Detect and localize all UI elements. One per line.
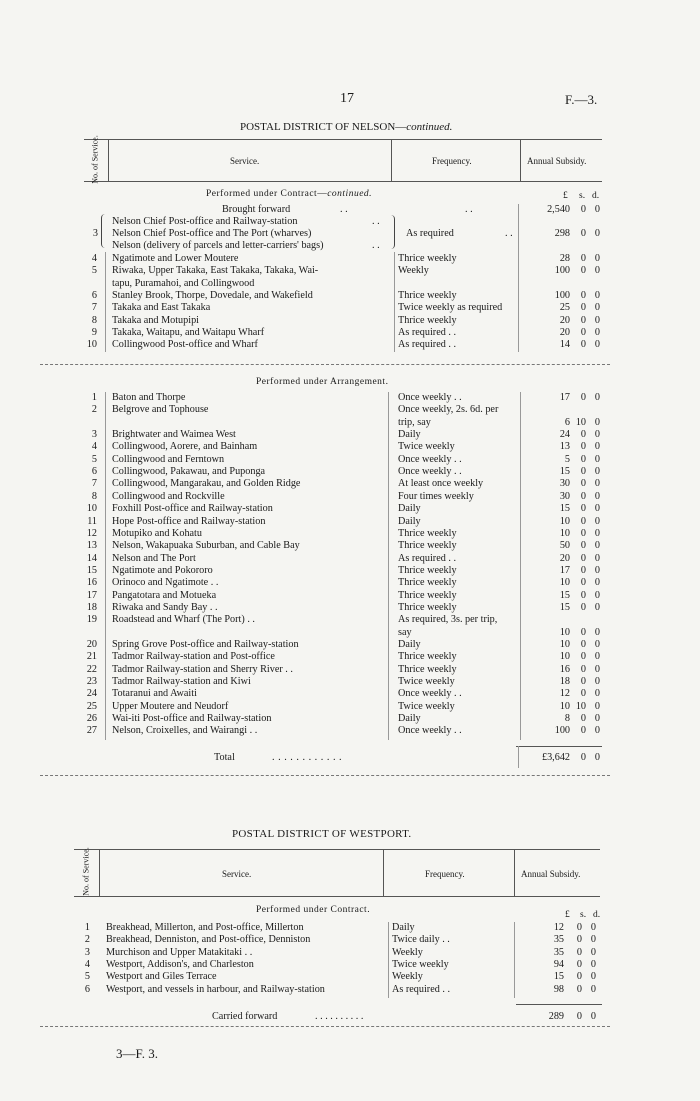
row-pounds: 10 (559, 577, 570, 589)
row-pence: 0 (590, 958, 596, 970)
row-shillings: 0 (580, 725, 586, 737)
row-frequency: Once weekly . . (398, 466, 462, 478)
westport-currency-pound: £ (565, 910, 570, 920)
row-service: Takaka and Motupipi (112, 314, 199, 326)
row-frequency: Daily (398, 503, 421, 515)
row-shillings: 0 (580, 326, 586, 338)
table-row (0, 947, 700, 959)
row-pounds: 15 (559, 466, 570, 478)
row-frequency: As required . . (398, 552, 456, 564)
row-number: 6 (91, 289, 97, 301)
row-shillings: 0 (580, 540, 586, 552)
row-pounds: 14 (559, 339, 570, 351)
brought-forward-label: Brought forward (222, 204, 291, 215)
row-frequency: Daily (392, 922, 415, 933)
row-pence: 0 (594, 314, 600, 326)
row-frequency: Thrice weekly (398, 253, 457, 264)
row-pounds: 35 (553, 946, 564, 958)
row-pounds: 30 (559, 490, 570, 502)
row-pence: 0 (594, 725, 600, 737)
row-service: Breakhead, Denniston, and Post-office, Denniston (106, 934, 311, 946)
total-pounds: £3,642 (541, 752, 570, 763)
total-pence: 0 (594, 752, 600, 763)
westport-header-subsidy: Annual Subsidy. (521, 869, 581, 879)
row-shillings: 0 (580, 478, 586, 490)
row-number: 5 (91, 453, 97, 465)
row-pence: 0 (594, 503, 600, 515)
row-pence: 0 (590, 971, 596, 983)
row-service: tapu, Puramahoi, and Collingwood (112, 277, 255, 289)
table-row (0, 959, 700, 971)
row-service: Murchison and Upper Matakitaki . . (106, 946, 253, 958)
row-number: 16 (86, 577, 97, 589)
westport-header-no: No. of Service. (81, 847, 91, 896)
row-pence: 0 (590, 946, 596, 958)
row-number: 4 (91, 253, 97, 264)
row-frequency: Daily (398, 713, 421, 725)
row-pounds: 50 (559, 540, 570, 552)
total-shillings: 0 (580, 752, 586, 763)
row-number: 1 (91, 392, 97, 403)
row-service: Motupiko and Kohatu (112, 527, 202, 539)
row-frequency: Twice weekly (398, 441, 455, 453)
row-pounds: 10 (559, 515, 570, 527)
row-shillings: 0 (580, 253, 586, 264)
contract-heading-text: Performed under Contract— (206, 189, 328, 199)
row-pounds: 8 (564, 713, 570, 725)
row-service: Spring Grove Post-office and Railway-station (112, 639, 299, 650)
row-pence: 0 (594, 676, 600, 688)
row-pounds: 10 (559, 626, 570, 638)
row-pence: 0 (594, 515, 600, 527)
row-frequency: Once weekly, 2s. 6d. per (398, 404, 499, 416)
row-frequency: Thrice weekly (398, 589, 457, 601)
row-shillings: 0 (580, 552, 586, 564)
row-pounds: 94 (553, 958, 564, 970)
row-shillings: 0 (580, 564, 586, 576)
row-pounds: 15 (559, 601, 570, 613)
row-number: 10 (86, 503, 97, 515)
row-frequency: Weekly (392, 946, 423, 958)
row-frequency: As required . . (392, 983, 450, 995)
row-number: 8 (91, 314, 97, 326)
group3-number: 3 (92, 228, 98, 239)
row-number: 27 (86, 725, 97, 737)
row-frequency: Four times weekly (398, 490, 474, 502)
row-pence: 0 (594, 326, 600, 338)
row-frequency: trip, say (398, 416, 431, 428)
row-number: 4 (91, 441, 97, 453)
row-shillings: 0 (580, 429, 586, 441)
group3-line-3: Nelson (delivery of parcels and letter-carriers' bags) (112, 240, 324, 251)
row-frequency: As required, 3s. per trip, (398, 614, 498, 626)
row-pence: 0 (594, 663, 600, 675)
header-service: Service. (230, 156, 260, 166)
row-pounds: 20 (559, 314, 570, 326)
row-shillings: 0 (580, 676, 586, 688)
row-service: Tadmor Railway-station and Post-office (112, 651, 275, 663)
page-footer: 3—F. 3. (116, 1046, 158, 1061)
table-row (0, 934, 700, 946)
row-pence: 0 (594, 527, 600, 539)
row-number: 17 (86, 589, 97, 601)
row-shillings: 0 (580, 577, 586, 589)
row-number: 21 (86, 651, 97, 663)
row-shillings: 0 (576, 934, 582, 946)
brought-forward-dots: . . (340, 204, 348, 215)
row-service: Brightwater and Waimea West (112, 429, 236, 441)
row-shillings: 0 (576, 971, 582, 983)
row-number: 11 (87, 515, 97, 527)
row-pence: 0 (594, 429, 600, 441)
brought-forward-pence: 0 (594, 204, 600, 215)
row-number: 22 (86, 663, 97, 675)
group3-dots-3: . . (372, 240, 380, 251)
row-frequency: Once weekly . . (398, 392, 462, 403)
carried-forward-row (0, 1011, 700, 1023)
arrangement-heading: Performed under Arrangement. (256, 377, 389, 387)
row-pence: 0 (594, 540, 600, 552)
row-pence: 0 (594, 441, 600, 453)
row-number: 18 (86, 601, 97, 613)
row-shillings: 0 (580, 527, 586, 539)
row-shillings: 0 (580, 589, 586, 601)
table-row (0, 971, 700, 983)
row-pence: 0 (594, 289, 600, 301)
row-service: Tadmor Railway-station and Sherry River . . (112, 663, 293, 675)
row-pence: 0 (594, 416, 600, 428)
row-service: Westport, Addison's, and Charleston (106, 958, 254, 970)
row-service: Riwaka and Sandy Bay . . (112, 601, 218, 613)
currency-shilling: s. (579, 191, 586, 201)
row-number: 6 (91, 466, 97, 478)
total-row (0, 752, 700, 764)
brought-forward-freq-dots: . . (465, 204, 473, 215)
row-frequency: Daily (398, 515, 421, 527)
row-number: 6 (84, 983, 90, 995)
row-service: Westport, and vessels in harbour, and Railway-station (106, 983, 325, 995)
carried-forward-shillings: 0 (576, 1011, 582, 1022)
row-pence: 0 (594, 700, 600, 712)
row-frequency: As required . . (398, 339, 456, 351)
row-shillings: 0 (580, 466, 586, 478)
row-shillings: 0 (580, 688, 586, 700)
row-pounds: 5 (564, 453, 570, 465)
row-shillings: 0 (580, 302, 586, 314)
row-pounds: 12 (553, 922, 564, 933)
row-frequency: Thrice weekly (398, 651, 457, 663)
row-shillings: 0 (580, 392, 586, 403)
brought-forward-shillings: 0 (580, 204, 586, 215)
row-service: Upper Moutere and Neudorf (112, 700, 229, 712)
row-number: 19 (86, 614, 97, 626)
row-pounds: 100 (554, 265, 570, 277)
row-service: Hope Post-office and Railway-station (112, 515, 266, 527)
row-service: Collingwood, Aorere, and Bainham (112, 441, 258, 453)
group3-pounds: 298 (554, 228, 570, 239)
row-number: 3 (91, 429, 97, 441)
row-shillings: 0 (580, 265, 586, 277)
row-number: 2 (91, 404, 97, 416)
row-pounds: 35 (553, 934, 564, 946)
nelson-title-main: POSTAL DISTRICT OF NELSON— (240, 121, 407, 133)
westport-currency-pence: d. (593, 910, 601, 920)
row-pounds: 13 (559, 441, 570, 453)
row-frequency: Once weekly . . (398, 688, 462, 700)
row-shillings: 0 (576, 958, 582, 970)
row-service: Stanley Brook, Thorpe, Dovedale, and Wakefield (112, 289, 313, 301)
row-number: 23 (86, 676, 97, 688)
row-frequency: Thrice weekly (398, 601, 457, 613)
row-number: 15 (86, 564, 97, 576)
group3-frequency: As required (406, 228, 454, 239)
row-service: Orinoco and Ngatimote . . (112, 577, 219, 589)
header-no-of-service: No. of Service. (90, 135, 100, 184)
carried-forward-label: Carried forward (212, 1011, 278, 1022)
row-frequency: Thrice weekly (398, 314, 457, 326)
group3-shillings: 0 (580, 228, 586, 239)
currency-pound: £ (563, 191, 568, 201)
row-frequency: Once weekly . . (398, 453, 462, 465)
row-shillings: 0 (580, 713, 586, 725)
westport-title: POSTAL DISTRICT OF WESTPORT. (232, 828, 412, 840)
row-pounds: 17 (559, 392, 570, 403)
row-number: 1 (84, 922, 90, 933)
row-number: 5 (84, 971, 90, 983)
row-number: 7 (91, 302, 97, 314)
row-service: Wai-iti Post-office and Railway-station (112, 713, 272, 725)
row-pounds: 10 (559, 651, 570, 663)
row-pence: 0 (594, 626, 600, 638)
row-pence: 0 (594, 392, 600, 403)
row-number: 26 (86, 713, 97, 725)
total-dots: . . . . . . . . . . . . (272, 752, 343, 763)
row-pounds: 20 (559, 552, 570, 564)
row-pounds: 17 (559, 564, 570, 576)
row-frequency: Twice daily . . (392, 934, 450, 946)
row-pence: 0 (594, 490, 600, 502)
header-frequency: Frequency. (432, 156, 472, 166)
row-service: Tadmor Railway-station and Kiwi (112, 676, 251, 688)
row-pounds: 100 (554, 725, 570, 737)
contract-heading (206, 189, 372, 199)
row-frequency: Weekly (398, 265, 429, 277)
row-number: 2 (84, 934, 90, 946)
row-pence: 0 (594, 564, 600, 576)
table-row (0, 984, 700, 996)
row-pence: 0 (594, 688, 600, 700)
row-pence: 0 (590, 922, 596, 933)
row-shillings: 10 (575, 700, 586, 712)
row-number: 12 (86, 527, 97, 539)
row-pence: 0 (594, 552, 600, 564)
row-pence: 0 (594, 601, 600, 613)
row-shillings: 0 (580, 441, 586, 453)
row-shillings: 0 (576, 983, 582, 995)
row-pence: 0 (590, 983, 596, 995)
brought-forward-pounds: 2,540 (547, 204, 570, 215)
row-frequency: Twice weekly (398, 676, 455, 688)
row-service: Takaka, Waitapu, and Waitapu Wharf (112, 326, 265, 338)
group3-line-1: Nelson Chief Post-office and Railway-station (112, 216, 298, 227)
row-pounds: 10 (559, 639, 570, 650)
row-shillings: 0 (580, 289, 586, 301)
group3-line-2: Nelson Chief Post-office and The Port (wharves) (112, 228, 312, 239)
row-service: Nelson and The Port (112, 552, 196, 564)
row-pence: 0 (594, 453, 600, 465)
row-number: 20 (86, 639, 97, 650)
row-pounds: 24 (559, 429, 570, 441)
row-frequency: say (398, 626, 412, 638)
row-service: Belgrove and Tophouse (112, 404, 209, 416)
row-pounds: 15 (553, 971, 564, 983)
row-service: Ngatimote and Pokororo (112, 564, 213, 576)
row-frequency: Daily (398, 429, 421, 441)
row-shillings: 0 (580, 503, 586, 515)
header-subsidy: Annual Subsidy. (527, 156, 587, 166)
total-label: Total (214, 752, 235, 763)
row-shillings: 0 (580, 339, 586, 351)
row-frequency: Twice weekly (398, 700, 455, 712)
group3-pence: 0 (594, 228, 600, 239)
row-shillings: 0 (580, 314, 586, 326)
table-row (0, 922, 700, 934)
row-shillings: 0 (580, 639, 586, 650)
row-frequency: Weekly (392, 971, 423, 983)
row-pounds: 10 (559, 527, 570, 539)
row-frequency: Thrice weekly (398, 663, 457, 675)
row-service: Nelson, Wakapuaka Suburban, and Cable Bay (112, 540, 300, 552)
nelson-title-cont: continued. (406, 121, 453, 133)
group3-freq-dots: . . (505, 228, 513, 239)
row-frequency: Thrice weekly (398, 527, 457, 539)
row-pounds: 28 (559, 253, 570, 264)
row-number: 13 (86, 540, 97, 552)
row-service: Ngatimote and Lower Moutere (112, 253, 239, 264)
row-shillings: 0 (576, 922, 582, 933)
carried-forward-pence: 0 (590, 1011, 596, 1022)
row-frequency: As required . . (398, 326, 456, 338)
row-service: Baton and Thorpe (112, 392, 186, 403)
row-pounds: 20 (559, 326, 570, 338)
row-service: Nelson, Croixelles, and Wairangi . . (112, 725, 258, 737)
row-service: Totaranui and Awaiti (112, 688, 197, 700)
row-pence: 0 (594, 302, 600, 314)
row-frequency: Once weekly . . (398, 725, 462, 737)
row-shillings: 0 (576, 946, 582, 958)
row-pence: 0 (594, 639, 600, 650)
row-pence: 0 (594, 651, 600, 663)
row-service: Collingwood Post-office and Wharf (112, 339, 258, 351)
row-frequency: Thrice weekly (398, 577, 457, 589)
row-frequency: Thrice weekly (398, 564, 457, 576)
row-shillings: 0 (580, 515, 586, 527)
carried-forward-dots: . . . . . . . . . . (315, 1011, 364, 1022)
row-frequency: Thrice weekly (398, 540, 457, 552)
row-service: Riwaka, Upper Takaka, East Takaka, Takaka, Wai- (112, 265, 319, 277)
row-frequency: Thrice weekly (398, 289, 457, 301)
row-number: 10 (86, 339, 97, 351)
page-code: F.—3. (565, 92, 598, 107)
row-shillings: 0 (580, 453, 586, 465)
row-shillings: 0 (580, 651, 586, 663)
row-number: 5 (91, 265, 97, 277)
row-service: Roadstead and Wharf (The Port) . . (112, 614, 255, 626)
row-service: Collingwood and Ferntown (112, 453, 225, 465)
page-number: 17 (340, 91, 354, 106)
row-pence: 0 (594, 466, 600, 478)
row-number: 9 (91, 326, 97, 338)
row-service: Foxhill Post-office and Railway-station (112, 503, 273, 515)
nelson-title (240, 121, 452, 133)
row-pence: 0 (594, 265, 600, 277)
row-pounds: 30 (559, 478, 570, 490)
row-service: Westport and Giles Terrace (106, 971, 217, 983)
row-service: Collingwood, Mangarakau, and Golden Ridge (112, 478, 301, 490)
carried-forward-pounds: 289 (548, 1011, 564, 1022)
row-frequency: Daily (398, 639, 421, 650)
row-shillings: 10 (575, 416, 586, 428)
group3-dots-1: . . (372, 216, 380, 227)
row-pence: 0 (594, 339, 600, 351)
currency-pence: d. (592, 191, 600, 201)
row-number: 3 (84, 946, 90, 958)
westport-currency-shilling: s. (580, 910, 587, 920)
row-pounds: 18 (559, 676, 570, 688)
contract-heading-cont: continued. (327, 189, 373, 199)
row-number: 25 (86, 700, 97, 712)
row-frequency: Twice weekly as required (398, 302, 503, 314)
row-frequency: At least once weekly (398, 478, 484, 490)
row-number: 14 (86, 552, 97, 564)
row-pence: 0 (594, 253, 600, 264)
row-number: 8 (91, 490, 97, 502)
row-pounds: 25 (559, 302, 570, 314)
row-number: 7 (91, 478, 97, 490)
row-frequency: Twice weekly (392, 958, 449, 970)
row-service: Takaka and East Takaka (112, 302, 211, 314)
row-pounds: 16 (559, 663, 570, 675)
row-pounds: 10 (559, 700, 570, 712)
row-shillings: 0 (580, 626, 586, 638)
row-shillings: 0 (580, 490, 586, 502)
row-service: Collingwood and Rockville (112, 490, 225, 502)
westport-header-frequency: Frequency. (425, 869, 465, 879)
row-pence: 0 (594, 589, 600, 601)
westport-heading: Performed under Contract. (256, 905, 371, 915)
row-shillings: 0 (580, 663, 586, 675)
row-service: Breakhead, Millerton, and Post-office, Millerton (106, 922, 304, 933)
row-pounds: 12 (559, 688, 570, 700)
row-number: 4 (84, 958, 90, 970)
row-service: Pangatotara and Motueka (112, 589, 217, 601)
row-shillings: 0 (580, 601, 586, 613)
row-pounds: 15 (559, 503, 570, 515)
row-pounds: 15 (559, 589, 570, 601)
row-pence: 0 (594, 713, 600, 725)
row-pence: 0 (594, 478, 600, 490)
row-service: Collingwood, Pakawau, and Puponga (112, 466, 266, 478)
row-pounds: 98 (553, 983, 564, 995)
row-pence: 0 (594, 577, 600, 589)
row-pence: 0 (590, 934, 596, 946)
row-pounds: 100 (554, 289, 570, 301)
row-pounds: 6 (564, 416, 570, 428)
row-number: 24 (86, 688, 97, 700)
westport-header-service: Service. (222, 869, 252, 879)
